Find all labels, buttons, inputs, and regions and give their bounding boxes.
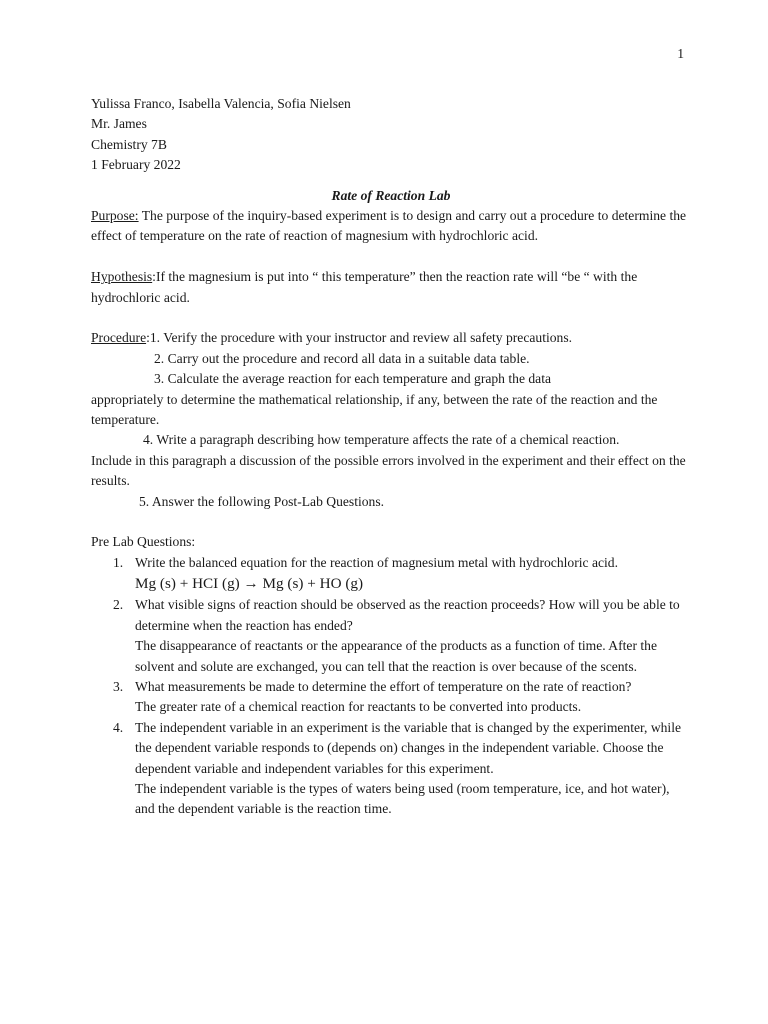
course: Chemistry 7B: [91, 136, 167, 152]
answer-equation: Mg (s) + HCI (g) → Mg (s) + HO (g): [135, 575, 364, 593]
list-item: 4. The independent variable in an experiment is the variable that is changed by the experimenter, while the dependent variable responds to (depends on) changes in the independent variable. Choose the dependent variable and independent variables for this experiment. The independent variable is the types of waters being used (room temperature, ice, and hot water), and the dependent variable is the reaction time.: [91, 718, 691, 820]
answer-text: The disappearance of reactants or the appearance of the products as a function of time. After the solvent and solute are exchanged, you can tell that the reaction is over because of the scents.: [135, 638, 657, 674]
procedure-section: [91, 328, 691, 512]
hypothesis-label: Hypothesis: [91, 269, 153, 285]
authors: Yulissa Franco, Isabella Valencia, Sofia Nielsen: [91, 96, 351, 111]
procedure-step-1: Procedure:1. Verify the procedure with your instructor and review all safety precautions.: [91, 330, 573, 346]
procedure-step-4-cont: Include in this paragraph a discussion of the possible errors involved in the experiment and their effect on the results.: [91, 452, 686, 489]
purpose-label: Purpose:: [91, 208, 139, 224]
procedure-step-5: 5. Answer the following Post-Lab Questions.: [139, 493, 385, 509]
prelab-heading: Pre Lab Questions:: [91, 534, 196, 550]
procedure-label: Procedure: [91, 330, 147, 346]
list-item: 1. Write the balanced equation for the reaction of magnesium metal with hydrochloric acid. Mg (s) + HCI (g) → Mg (s) + HO (g): [91, 553, 691, 595]
procedure-step-3-cont: appropriately to determine the mathematical relationship, if any, between the rate of the reaction and the temperature.: [91, 391, 658, 428]
list-item: 2. What visible signs of reaction should be observed as the reaction proceeds? How will you be able to determine when the reaction has ended? The disappearance of reactants or the appearance of the products as a function of time. After the solvent and solute are exchanged, you can tell that the reaction is over because of the scents.: [91, 595, 691, 677]
procedure-step-4: 4. Write a paragraph describing how temperature affects the rate of a chemical reaction.: [143, 432, 620, 448]
purpose-paragraph: [91, 206, 691, 247]
document-title: Rate of Reaction Lab: [331, 187, 451, 203]
teacher: Mr. James: [91, 116, 147, 132]
procedure-step-2: 2. Carry out the procedure and record all data in a suitable data table.: [154, 350, 530, 366]
hypothesis-paragraph: [91, 267, 691, 308]
list-item: 3. What measurements be made to determine the effort of temperature on the rate of reaction? The greater rate of a chemical reaction for reactants to be converted into products.: [91, 677, 691, 718]
date: 1 February 2022: [91, 157, 181, 173]
question-text: What visible signs of reaction should be observed as the reaction proceeds? How will you be able to determine when the reaction has ended?: [135, 597, 680, 633]
purpose-text: The purpose of the inquiry-based experiment is to design and carry out a procedure to determine the effect of temperature on the rate of reaction of magnesium with hydrochloric acid.: [91, 208, 687, 244]
hypothesis-text: :If the magnesium is put into “ this temperature” then the reaction rate will “be “ with the hydrochloric acid.: [91, 269, 638, 305]
answer-text: The greater rate of a chemical reaction for reactants to be converted into products.: [135, 699, 582, 715]
procedure-step-3: 3. Calculate the average reaction for each temperature and graph the data: [154, 371, 552, 387]
document-body: [91, 94, 691, 820]
question-text: Write the balanced equation for the reaction of magnesium metal with hydrochloric acid.: [135, 554, 618, 570]
answer-text: The independent variable is the types of waters being used (room temperature, ice, and hot water), and the dependent variable is the reaction time.: [135, 780, 670, 817]
prelab-question-list: [91, 553, 691, 820]
question-text: What measurements be made to determine the effort of temperature on the rate of reaction?: [135, 678, 632, 694]
question-text: The independent variable in an experiment is the variable that is changed by the experimenter, while the dependent variable responds to (depends on) changes in the independent variable. Choose the dependent variable and independent variables for this experiment.: [135, 719, 682, 776]
page-number: 1: [677, 46, 684, 61]
